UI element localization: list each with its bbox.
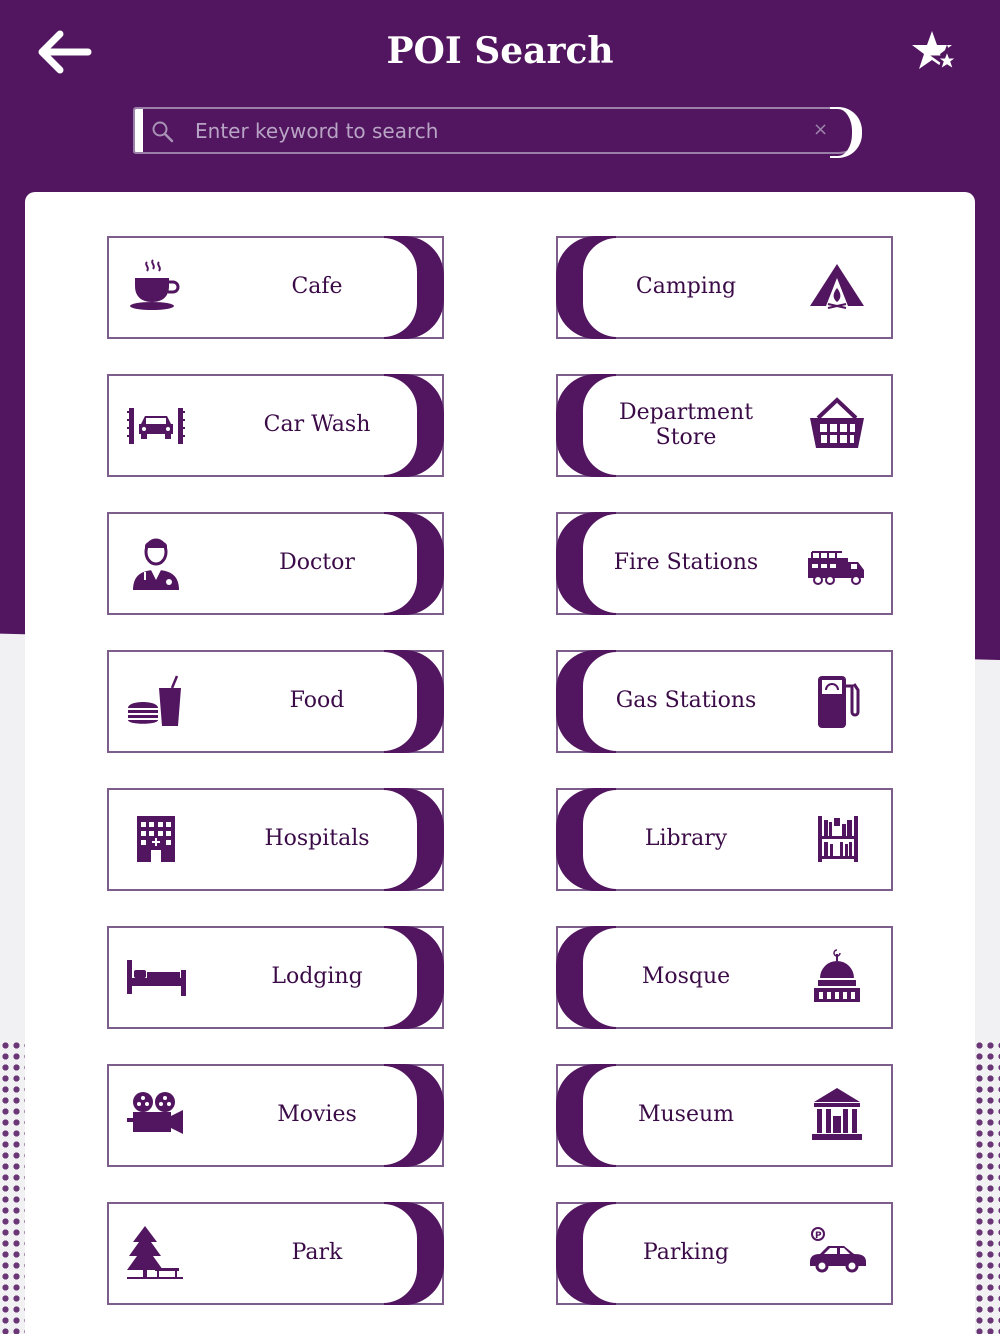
category-label: Car Wash — [263, 412, 371, 438]
category-label: Hospitals — [264, 826, 370, 852]
page-title: POI Search — [386, 30, 614, 72]
category-label: Gas Stations — [615, 688, 757, 714]
category-label: Museum — [637, 1102, 735, 1128]
category-park[interactable] — [107, 1202, 444, 1305]
tent-icon — [806, 258, 868, 318]
category-label: Parking — [642, 1240, 730, 1266]
decorative-dots-right — [974, 1040, 1000, 1334]
category-cafe[interactable] — [107, 236, 444, 339]
category-lodging[interactable] — [107, 926, 444, 1029]
star-favorites-icon — [910, 28, 962, 80]
search-input[interactable] — [195, 115, 795, 147]
categories-panel — [25, 192, 975, 1334]
category-parking[interactable] — [556, 1202, 893, 1305]
fuel-pump-icon — [806, 672, 868, 732]
car-wash-icon — [125, 396, 187, 456]
category-label: Food — [289, 688, 345, 714]
category-library[interactable] — [556, 788, 893, 891]
category-label: Library — [644, 826, 728, 852]
hospital-building-icon — [125, 810, 187, 870]
shopping-basket-icon — [806, 396, 868, 456]
category-movies[interactable] — [107, 1064, 444, 1167]
burger-drink-icon — [125, 672, 187, 732]
svg-text:P: P — [815, 1231, 822, 1241]
doctor-icon — [125, 534, 187, 594]
category-museum[interactable] — [556, 1064, 893, 1167]
category-department-store[interactable] — [556, 374, 893, 477]
film-camera-icon — [125, 1086, 187, 1146]
category-mosque[interactable] — [556, 926, 893, 1029]
category-label: Lodging — [271, 964, 363, 990]
category-car-wash[interactable] — [107, 374, 444, 477]
app-header — [0, 0, 1000, 100]
category-label: Mosque — [641, 964, 731, 990]
category-label: Movies — [277, 1102, 357, 1128]
category-hospitals[interactable] — [107, 788, 444, 891]
category-label: Camping — [635, 274, 737, 300]
category-label: Department Store — [618, 400, 754, 450]
coffee-cup-icon — [125, 258, 187, 318]
category-food[interactable] — [107, 650, 444, 753]
clear-search-icon[interactable]: × — [813, 119, 829, 140]
bed-icon — [125, 948, 187, 1008]
category-label: Cafe — [291, 274, 343, 300]
category-doctor[interactable] — [107, 512, 444, 615]
search-icon — [151, 120, 175, 144]
mosque-icon — [806, 948, 868, 1008]
museum-icon — [806, 1086, 868, 1146]
favorites-button[interactable] — [910, 28, 962, 80]
category-camping[interactable] — [556, 236, 893, 339]
category-fire-stations[interactable] — [556, 512, 893, 615]
category-label: Fire Stations — [613, 550, 759, 576]
bookshelf-icon — [806, 810, 868, 870]
fire-truck-icon — [806, 534, 868, 594]
parked-car-icon — [806, 1224, 868, 1284]
category-label: Park — [291, 1240, 343, 1266]
category-label: Doctor — [279, 550, 355, 576]
decorative-dots-left — [0, 1040, 26, 1334]
search-bar — [133, 107, 862, 154]
tree-bench-icon — [125, 1224, 187, 1284]
category-gas-stations[interactable] — [556, 650, 893, 753]
